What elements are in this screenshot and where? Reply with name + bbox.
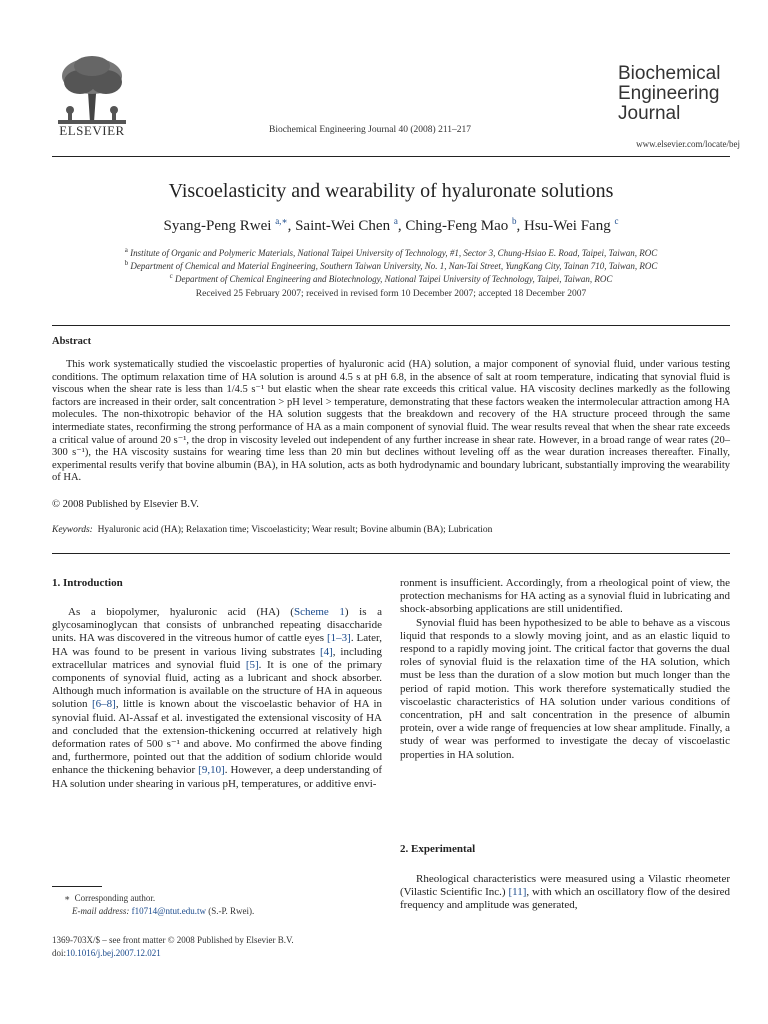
abstract-copyright: © 2008 Published by Elsevier B.V. xyxy=(52,499,199,510)
author-name: Ching-Feng Mao xyxy=(405,218,509,234)
experimental-paragraph-1 xyxy=(400,873,730,913)
affiliation-a: $^a$ Institute of Organic and Polymeric Materials, National Taipei University of Technology, #1, Sector 3, Chung-Hsiao E. Road, Taipei, Taiwan, ROC xyxy=(124,246,658,258)
author-name: Saint-Wei Chen xyxy=(295,218,391,234)
paragraph-text: . However, a deep understanding of HA solution under shearing in various pH, temperatures, or additive envi- xyxy=(52,764,382,790)
issn-line: 1369-703X/$ – see front matter © 2008 Published by Elsevier B.V. xyxy=(52,935,294,945)
footnote-corresponding: ∗ Corresponding author. xyxy=(64,893,156,903)
author-name: Hsu-Wei Fang xyxy=(524,218,611,234)
author-sup[interactable]: a,∗ xyxy=(275,216,288,226)
paragraph-text: . It is one of the primary components of synovial fluid, acting as a lubricant and shock absorber. Although much information is available on the structure of HA in aqueous solution xyxy=(52,658,382,711)
citation-link[interactable]: [11] xyxy=(508,886,527,899)
author-sup[interactable]: c xyxy=(614,216,619,226)
keywords-label: Keywords: xyxy=(52,525,93,535)
citation-link[interactable]: Scheme 1 xyxy=(293,606,345,618)
abstract-bottom-rule xyxy=(52,553,730,554)
paragraph-text: , little is known about the viscoelastic behavior of HA in synovial fluid. Al-Assaf et al. investigated the extensional viscosity of HA and concluded that the extension-thickening occurred at relatively high deformation rates of 500 s⁻¹ and above. Mo confirmed the above finding and, furthermore, pointed out that the addition of sodium chloride would enhance the thickening behavior xyxy=(52,698,382,777)
paragraph-synovial: Synovial fluid has been hypothesized to be able to behave as a viscous liquid that responds to a slowly moving joint, and as an elastic liquid to respond to a rapidly moving joint. The critical factor that governs the dual roles of synovial fluid is the relaxation time of the HA solution, which must be less than the duration of a slow motion but much longer than the period of rapid motion. This work therefore systematically studied the viscoelastic characteristics of HA solution under various conditions of concentration, pH and salt concentration in the presence of albumin protein, over a wide range of frequencies at low shear amplitude. Finally, a study of wear was performed to investigate the decay of viscoelastic properties in HA solution. xyxy=(400,616,730,761)
journal-citation: Biochemical Engineering Journal 40 (2008) 211–217 xyxy=(268,125,471,135)
paragraph-text: , with which an oscillatory flow of the desired frequency and amplitude was generated, xyxy=(400,886,730,912)
keywords xyxy=(52,525,730,535)
article-dates: Received 25 February 2007; received in revised form 10 December 2007; accepted 18 December 2007 xyxy=(195,289,587,299)
affiliation-c: $^c$ Department of Chemical Engineering and Biotechnology, National Taipei University of Technology, Taipei, Taiwan, ROC xyxy=(169,272,613,284)
citation-link[interactable]: [4] xyxy=(319,645,333,658)
author-sup[interactable]: a xyxy=(393,216,398,226)
email-link[interactable]: f10714@ntut.edu.tw xyxy=(131,906,206,916)
citation-link[interactable]: [1–3] xyxy=(326,632,351,645)
section-heading-introduction: 1. Introduction xyxy=(52,577,123,589)
keywords-list: Hyaluronic acid (HA); Relaxation time; Viscoelasticity; Wear result; Bovine albumin (BA); Lubrication xyxy=(97,525,493,535)
publisher-name: ELSEVIER xyxy=(59,123,125,138)
left-column-body xyxy=(52,606,382,791)
section-heading-experimental: 2. Experimental xyxy=(400,843,476,855)
footnote-rule xyxy=(52,886,102,887)
footnote-email: E-mail address: f10714@ntut.edu.tw (S.-P. Rwei). xyxy=(72,906,255,916)
paragraph-text: ) is a glycosaminoglycan that consists of unbranched repeating disaccharide units. HA was discovered in the vitreous humor of cattle eyes xyxy=(52,606,382,645)
author-sup[interactable]: b xyxy=(512,216,517,226)
header-rule xyxy=(52,156,730,157)
right-column-body xyxy=(400,577,730,762)
doi-line: doi:10.1016/j.bej.2007.12.021 xyxy=(52,948,161,958)
doi-link[interactable]: 10.1016/j.bej.2007.12.021 xyxy=(66,948,161,958)
citation-link[interactable]: [6–8] xyxy=(91,698,116,711)
citation-link[interactable]: [9,10] xyxy=(198,764,225,777)
citation-link[interactable]: [5] xyxy=(245,658,259,671)
author-name: Syang-Peng Rwei xyxy=(163,218,272,234)
journal-name-line-1: Biochemical xyxy=(618,63,721,84)
author-list: Syang-Peng Rwei $^{a,∗}$, Saint-Wei Chen $^a$, Ching-Feng Mao $^b$, Hsu-Wei Fang $^c$ xyxy=(163,216,619,234)
journal-name-line-3: Journal xyxy=(618,103,681,124)
journal-url[interactable]: www.elsevier.com/locate/bej xyxy=(636,139,740,149)
journal-name-line-2: Engineering xyxy=(618,83,720,104)
intro-paragraph-1 xyxy=(52,606,382,791)
abstract-top-rule xyxy=(52,325,730,326)
paragraph-continuation: ronment is insufficient. Accordingly, from a rheological point of view, the protection mechanisms for HA acting as a synovial fluid in lubricating and shock-absorbing applications are still unidentified. xyxy=(400,577,730,616)
paragraph-text: Rheological characteristics were measured using a Vilastic rheometer (Vilastic Scientific Inc.) xyxy=(400,873,730,899)
abstract-heading: Abstract xyxy=(52,336,92,347)
affiliation-b: $^b$ Department of Chemical and Material Engineering, Southern Taiwan University, No. 1, Nan-Tai Street, YungKang City, Tainan 710, Taiwan, ROC xyxy=(124,259,658,271)
paragraph-text: As a biopolymer, hyaluronic acid (HA) ( xyxy=(68,606,294,618)
experimental-body xyxy=(400,873,730,913)
abstract-text: This work systematically studied the viscoelastic properties of hyaluronic acid (HA) solution, a major component of synovial fluid, under various testing conditions. The optimum relaxation time of HA solution is around 4.5 s at pH 6.8, in the absence of salt at room temperature, indicating that synovial fluid is viscous when the shear rate is less than 1/4.5 s⁻¹ but elastic when the shear rate exceeds this critical value. HA viscosity declines markedly as the following factors are increased in their order, salt concentration > pH level > temperature, demonstrating that these factors weaken the intermolecular attraction among HA molecules. The non-thixotropic behavior of the HA solution suggests that the breakdown and recovery of the HA structure proceed through the same intermediate states, reconfirming the strong performance of HA as a main component of synovial fluid. The wear results reveal that when the shear rate exceeds a critical value of around 20 s⁻¹, the drop in viscosity leveled out independent of any further increase in shear rate. However, in a broad range of wear rates (20–300 s⁻¹), the HA viscosity sustains for wearing time less than 20 min but declines without leveling off as the wear duration increases thereafter. Finally, experimental results verify that bovine albumin (BA), in HA solution, acts as both hydrodynamic and boundary lubricant, substantially improving the wearability of HA. xyxy=(52,359,730,484)
paragraph-text: . Later, HA was found to be present in various living substrates xyxy=(52,632,382,658)
journal-name xyxy=(618,64,738,124)
article-title: Viscoelasticity and wearability of hyaluronate solutions xyxy=(168,180,614,202)
paragraph-text: , including extracellular matrices and synovial fluid xyxy=(52,645,382,671)
